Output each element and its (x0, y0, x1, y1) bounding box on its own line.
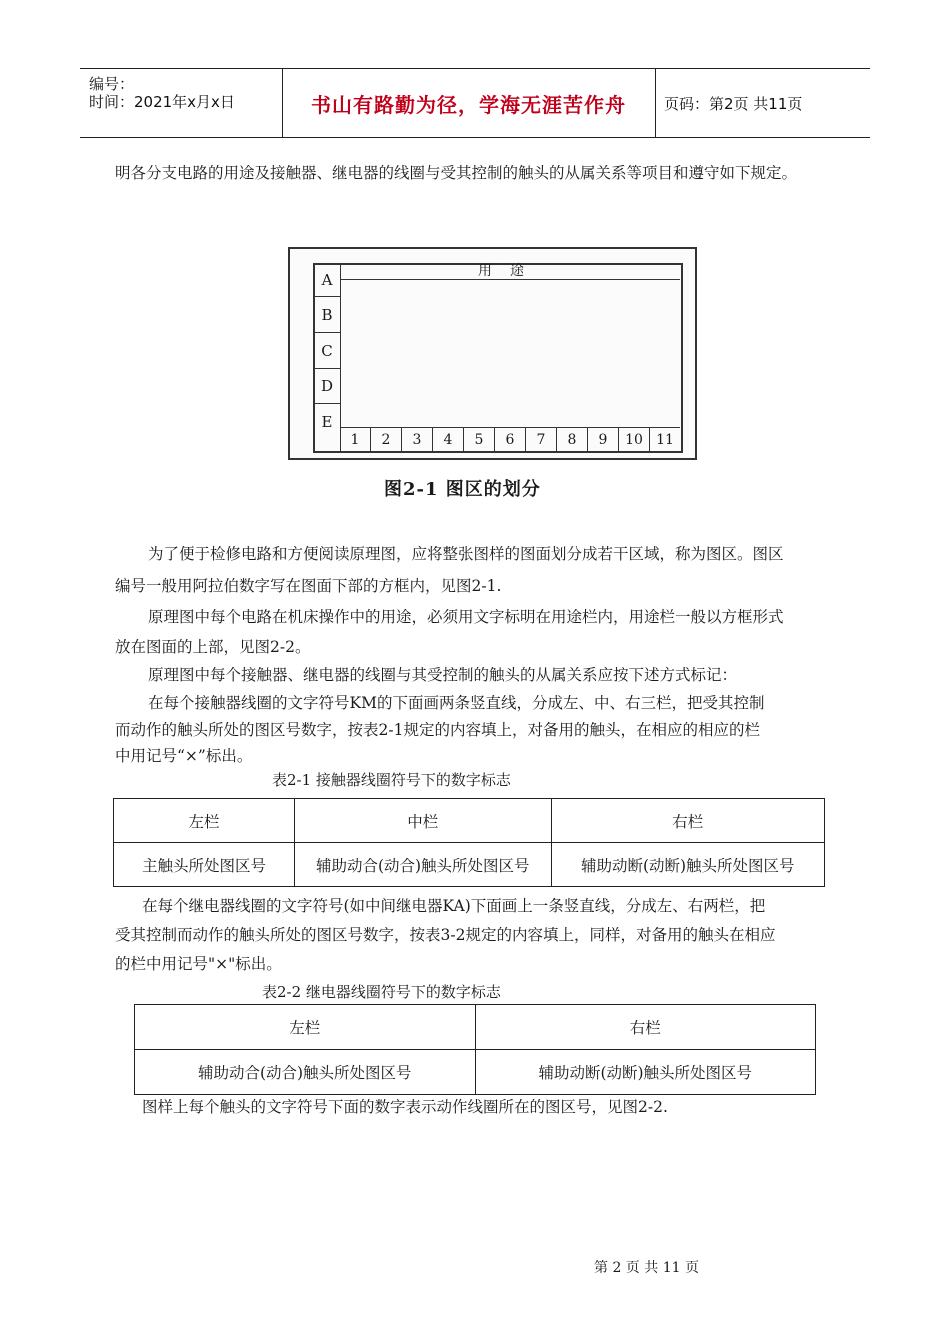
paragraph-line: 在每个继电器线圈的文字符号(如中间继电器KA)下面画上一条竖直线，分成左、右两栏，把 (142, 897, 766, 915)
table-header-cell: 右栏 (475, 1005, 816, 1050)
zone-number-cell: 3 (402, 428, 433, 452)
figure-caption: 图2-1 图区的划分 (384, 479, 541, 500)
paragraph-line: 的栏中用记号"×"标出。 (115, 955, 282, 973)
paragraph-line: 在每个接触器线圈的文字符号KM的下面画两条竖直线，分成左、中、右三栏，把受其控制 (148, 694, 765, 712)
row-divider (313, 332, 341, 333)
paragraph-line: 原理图中每个电路在机床操作中的用途，必须用文字标明在用途栏内，用途栏一般以方框形式 (148, 608, 784, 626)
row-label-b: B (321, 306, 333, 324)
table-header-cell: 左栏 (114, 799, 295, 843)
table-contactor-marks (113, 798, 825, 887)
zone-number-cell: 7 (526, 428, 557, 452)
zone-number-cell: 5 (464, 428, 495, 452)
zone-number-row (340, 427, 680, 454)
zone-number-cell: 9 (588, 428, 619, 452)
row-label-a: A (321, 271, 333, 289)
usage-label: 用途 (478, 263, 542, 279)
header-page-cell (656, 69, 870, 137)
paragraph-line: 中用记号“×”标出。 (115, 747, 253, 765)
zone-number-cell: 11 (656, 432, 674, 448)
zone-number-cell: 1 (340, 428, 371, 452)
row-divider (313, 403, 341, 404)
table-relay-marks (134, 1004, 816, 1095)
paragraph-line: 编号一般用阿拉伯数字写在图面下部的方框内，见图2-1. (115, 577, 502, 595)
date-label: 时间：2021年x月x日 (89, 93, 235, 111)
header-info-cell (80, 69, 283, 137)
table-header-cell: 右栏 (551, 799, 824, 843)
table-cell: 辅助动断(动断)触头所处图区号 (551, 843, 824, 887)
zone-number-cell: 10 (619, 428, 650, 452)
table-header-cell: 左栏 (135, 1005, 476, 1050)
paragraph-line: 受其控制而动作的触头所处的图区号数字，按表3-2规定的内容填上，同样，对备用的触头在相应 (115, 926, 776, 944)
table-header-cell: 中栏 (294, 799, 551, 843)
row-label-e: E (321, 413, 333, 431)
table-cell: 主触头所处图区号 (114, 843, 295, 887)
figure-zone-division (288, 247, 697, 460)
row-divider (313, 296, 341, 297)
row-label-d: D (320, 377, 334, 395)
paragraph-line: 而动作的触头所处的图区号数字，按表2-1规定的内容填上，对备用的触头，在相应的相应的栏 (115, 721, 760, 739)
table-row (135, 1050, 816, 1095)
paragraph-line: 为了便于检修电路和方便阅读原理图，应将整张图样的图面划分成若干区域，称为图区。图区 (148, 545, 784, 563)
zone-number-cell: 2 (371, 428, 402, 452)
row-divider (313, 368, 341, 369)
row-label-c: C (321, 342, 333, 360)
table-cell: 辅助动合(动合)触头所处图区号 (294, 843, 551, 887)
page-footer: 第 2 页 共 11 页 (594, 1260, 699, 1276)
table-cell: 辅助动断(动断)触头所处图区号 (475, 1050, 816, 1095)
table-cell: 辅助动合(动合)触头所处图区号 (135, 1050, 476, 1095)
page-label: 页码：第2页 共11页 (664, 94, 803, 113)
table-header-row (114, 799, 825, 843)
zone-number-cell: 6 (495, 428, 526, 452)
table-row (114, 843, 825, 887)
paragraph-line: 放在图面的上部，见图2-2。 (115, 638, 311, 656)
serial-label: 编号： (89, 75, 135, 93)
paragraph-line: 图样上每个触头的文字符号下面的数字表示动作线圈所在的图区号，见图2-2. (142, 1098, 668, 1116)
document-header (80, 68, 870, 138)
table2-caption: 表2-2 继电器线圈符号下的数字标志 (262, 983, 501, 1001)
motto-text: 书山有路勤为径，学海无涯苦作舟 (311, 92, 626, 117)
table-header-row (135, 1005, 816, 1050)
header-motto-cell (282, 69, 656, 137)
usage-bar (340, 263, 680, 280)
paragraph-line: 原理图中每个接触器、继电器的线圈与其受控制的触头的从属关系应按下述方式标记： (148, 666, 738, 684)
zone-number-cell: 4 (433, 428, 464, 452)
table1-caption: 表2-1 接触器线圈符号下的数字标志 (272, 771, 511, 789)
figure-inner-frame (313, 263, 683, 453)
zone-number-cell: 8 (557, 428, 588, 452)
intro-paragraph: 明各分支电路的用途及接触器、继电器的线圈与受其控制的触头的从属关系等项目和遵守如下规定。 (115, 164, 798, 182)
